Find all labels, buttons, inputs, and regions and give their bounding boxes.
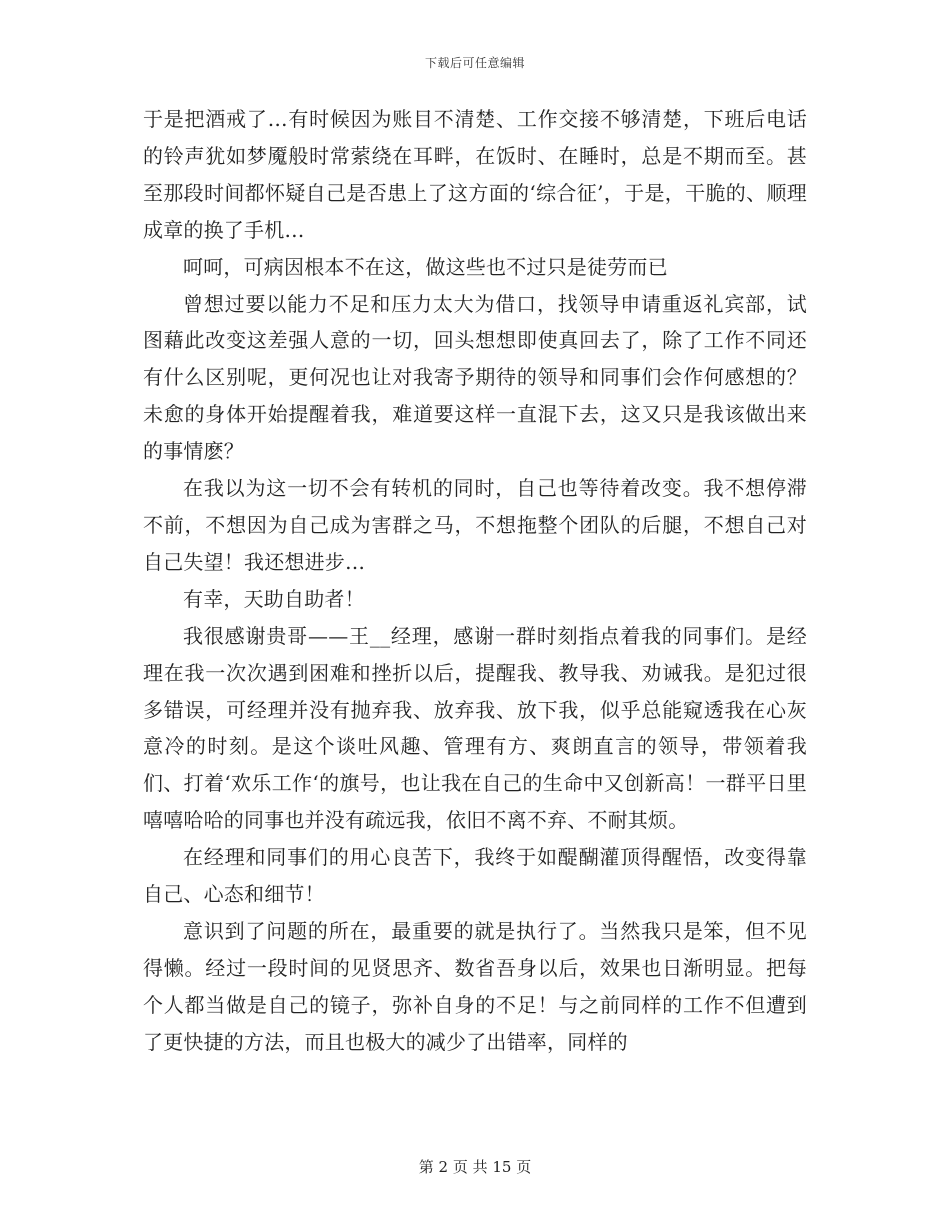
paragraph-2: 呵呵，可病因根本不在这，做这些也不过只是徒劳而已 [183,254,668,279]
document-body [143,101,807,1061]
paragraph-6: 我很感谢贵哥——王__经理，感谢一群时刻指点着我的同事们。是经理在我一次次遇到困难和挫折以后，提醒我、教导我、劝诫我。是犯过很多错误，可经理并没有抛弃我、放弃我、放下我，似乎总能窥透我在心灰意冷的时刻。是这个谈吐风趣、管理有方、爽朗直言的领导，带领着我们、打着‘欢乐工作‘的旗号，也让我在自己的生命中又创新高！一群平日里嘻嘻哈哈的同事也并没有疏远我，依旧不离不弃、不耐其烦。 [143,623,807,833]
paragraph-7: 在经理和同事们的用心良苦下，我终于如醍醐灌顶得醒悟，改变得靠自己、心态和细节！ [143,845,807,907]
paragraph-8: 意识到了问题的所在，最重要的就是执行了。当然我只是笨，但不见得懒。经过一段时间的见贤思齐、数省吾身以后，效果也日渐明显。把每个人都当做是自己的镜子，弥补自身的不足！与之前同样的工作不但遭到了更快捷的方法，而且也极大的减少了出错率，同样的 [143,918,807,1054]
paragraph-1: 于是把酒戒了…有时候因为账目不清楚、工作交接不够清楚，下班后电话的铃声犹如梦魇般时常萦绕在耳畔，在饭时、在睡时，总是不期而至。甚至那段时间都怀疑自己是否患上了这方面的‘综合征’，于是，干脆的、顺理成章的换了手机… [143,107,807,242]
paragraph-3: 曾想过要以能力不足和压力太大为借口，找领导申请重返礼宾部，试图藉此改变这差强人意的一切，回头想想即使真回去了，除了工作不同还有什么区别呢，更何况也让对我寄予期待的领导和同事们会作何感想的？未愈的身体开始提醒着我，难道要这样一直混下去，这又只是我该做出来的事情麽？ [143,291,807,464]
paragraph-4: 在我以为这一切不会有转机的同时，自己也等待着改变。我不想停滞不前，不想因为自己成为害群之马，不想拖整个团队的后腿，不想自己对自己失望！我还想进步… [143,476,807,574]
page-number: 第 2 页 共 15 页 [418,1158,532,1176]
paragraph-5: 有幸，天助自助者！ [183,586,365,611]
page-header: 下载后可任意编辑 [424,56,525,70]
